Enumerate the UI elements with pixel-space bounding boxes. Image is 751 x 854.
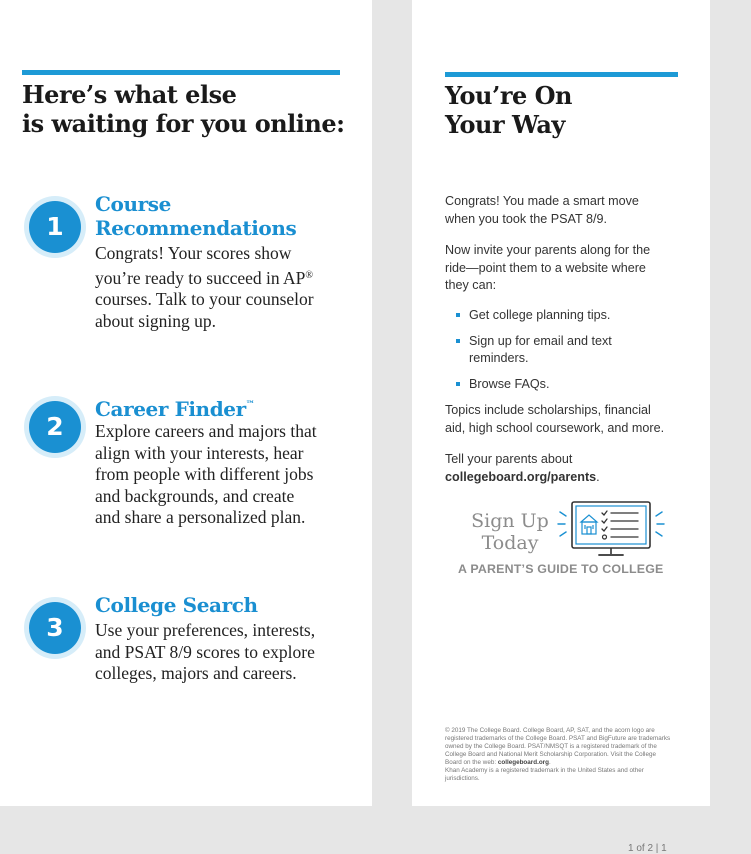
text-line: ride—point them to a website where [445,260,646,275]
list-item [456,376,676,394]
sign-up-line: Sign Up [471,510,549,532]
feature-body-line: align with your interests, hear [95,442,304,463]
feature-body-line: courses. Talk to your counselor [95,289,314,309]
square-bullet-icon [456,382,460,386]
right-accent-rule [445,72,678,77]
number-badge-label: 3 [29,602,81,654]
legal-line: registered trademarks of the College Board. PSAT and BigFuture are trademarks [445,735,671,742]
parents-website-link[interactable]: collegeboard.org/parents [445,469,597,484]
right-heading [445,81,695,139]
list-item [456,307,676,325]
feature-title [95,192,296,240]
right-heading-line: Your Way [445,110,565,139]
feature-body-line: colleges, majors and careers. [95,663,297,683]
page-number: 1 of 2 | 1 [628,843,667,854]
left-heading [22,80,362,138]
feature-title [95,393,254,421]
text-line: Congrats! You made a smart move [445,194,639,208]
left-panel [0,0,372,806]
feature-body [95,243,351,332]
feature-body-line: from people with different jobs [95,464,314,484]
text-line: when you took the PSAT 8/9. [445,211,607,226]
sign-up-today-graphic [458,500,672,580]
left-heading-line: is waiting for you online: [22,109,345,138]
feature-title [95,593,258,617]
text-line: aid, high school coursework, and more. [445,420,665,435]
invite-paragraph [445,242,650,295]
feature-body [95,421,351,529]
number-badge-1 [24,196,86,258]
feature-title-line: College Search [95,593,258,617]
monitor-school-checklist-icon [556,500,666,560]
feature-title-line: Course [95,192,171,216]
number-badge-3 [24,597,86,659]
list-item-text: reminders. [469,351,529,365]
sign-up-line: Today [481,532,539,554]
number-badge-label: 1 [29,201,81,253]
college-board-link[interactable]: collegeboard.org [497,759,549,766]
feature-body-line: and PSAT 8/9 scores to explore [95,641,315,662]
feature-body-line: Explore careers and majors that [95,421,317,441]
feature-body-line: about signing up. [95,310,217,331]
left-accent-rule [22,70,340,75]
registered-mark: ® [305,269,314,281]
legal-line: jurisdictions. [445,775,480,782]
feature-body-line: Use your preferences, interests, [95,620,316,640]
feature-body-line: Congrats! Your scores show [95,243,292,263]
list-item-text: Browse FAQs. [469,376,550,391]
feature-body-line: and share a personalized plan. [95,507,306,527]
text-line: Tell your parents about [445,452,573,466]
list-item-text: Sign up for email and text [469,333,612,348]
list-item-text: Get college planning tips. [469,308,611,322]
intro-paragraph [445,193,639,228]
legal-line: © 2019 The College Board. College Board, AP, SAT, and the acorn logo are [445,727,655,734]
sign-up-subtitle: A PARENT’S GUIDE TO COLLEGE [458,562,664,576]
feature-title-line: Career Finder™ [95,397,255,421]
right-panel [412,0,710,806]
number-badge-label: 2 [29,401,81,453]
legal-notice [445,727,695,783]
legal-line: Board on the web: collegeboard.org. [445,759,551,766]
legal-line: College Board and National Merit Scholarship Corporation. Visit the College [445,751,656,758]
square-bullet-icon [456,313,460,317]
text-line: Now invite your parents along for the [445,243,651,257]
topics-paragraph [445,402,664,437]
left-heading-line: Here’s what else [22,80,237,109]
list-item [456,333,676,368]
feature-body [95,620,351,685]
right-heading-line: You’re On [445,81,572,110]
legal-line: owned by the College Board. PSAT/NMSQT is a registered trademark of the [445,743,657,750]
sign-up-title [466,510,554,554]
text-line: collegeboard.org/parents. [445,469,600,484]
parent-benefits-list [456,307,676,401]
legal-line: Khan Academy is a registered trademark in the United States and other [445,767,644,774]
text-line: Topics include scholarships, financial [445,403,651,417]
square-bullet-icon [456,339,460,343]
feature-body-line: and backgrounds, and create [95,485,295,506]
feature-body-line: you’re ready to succeed in AP® [95,267,314,288]
number-badge-2 [24,396,86,458]
feature-title-line: Recommendations [95,216,297,240]
tell-parents-paragraph [445,451,600,486]
text-line: they can: [445,278,497,292]
trademark-mark: ™ [245,400,255,410]
